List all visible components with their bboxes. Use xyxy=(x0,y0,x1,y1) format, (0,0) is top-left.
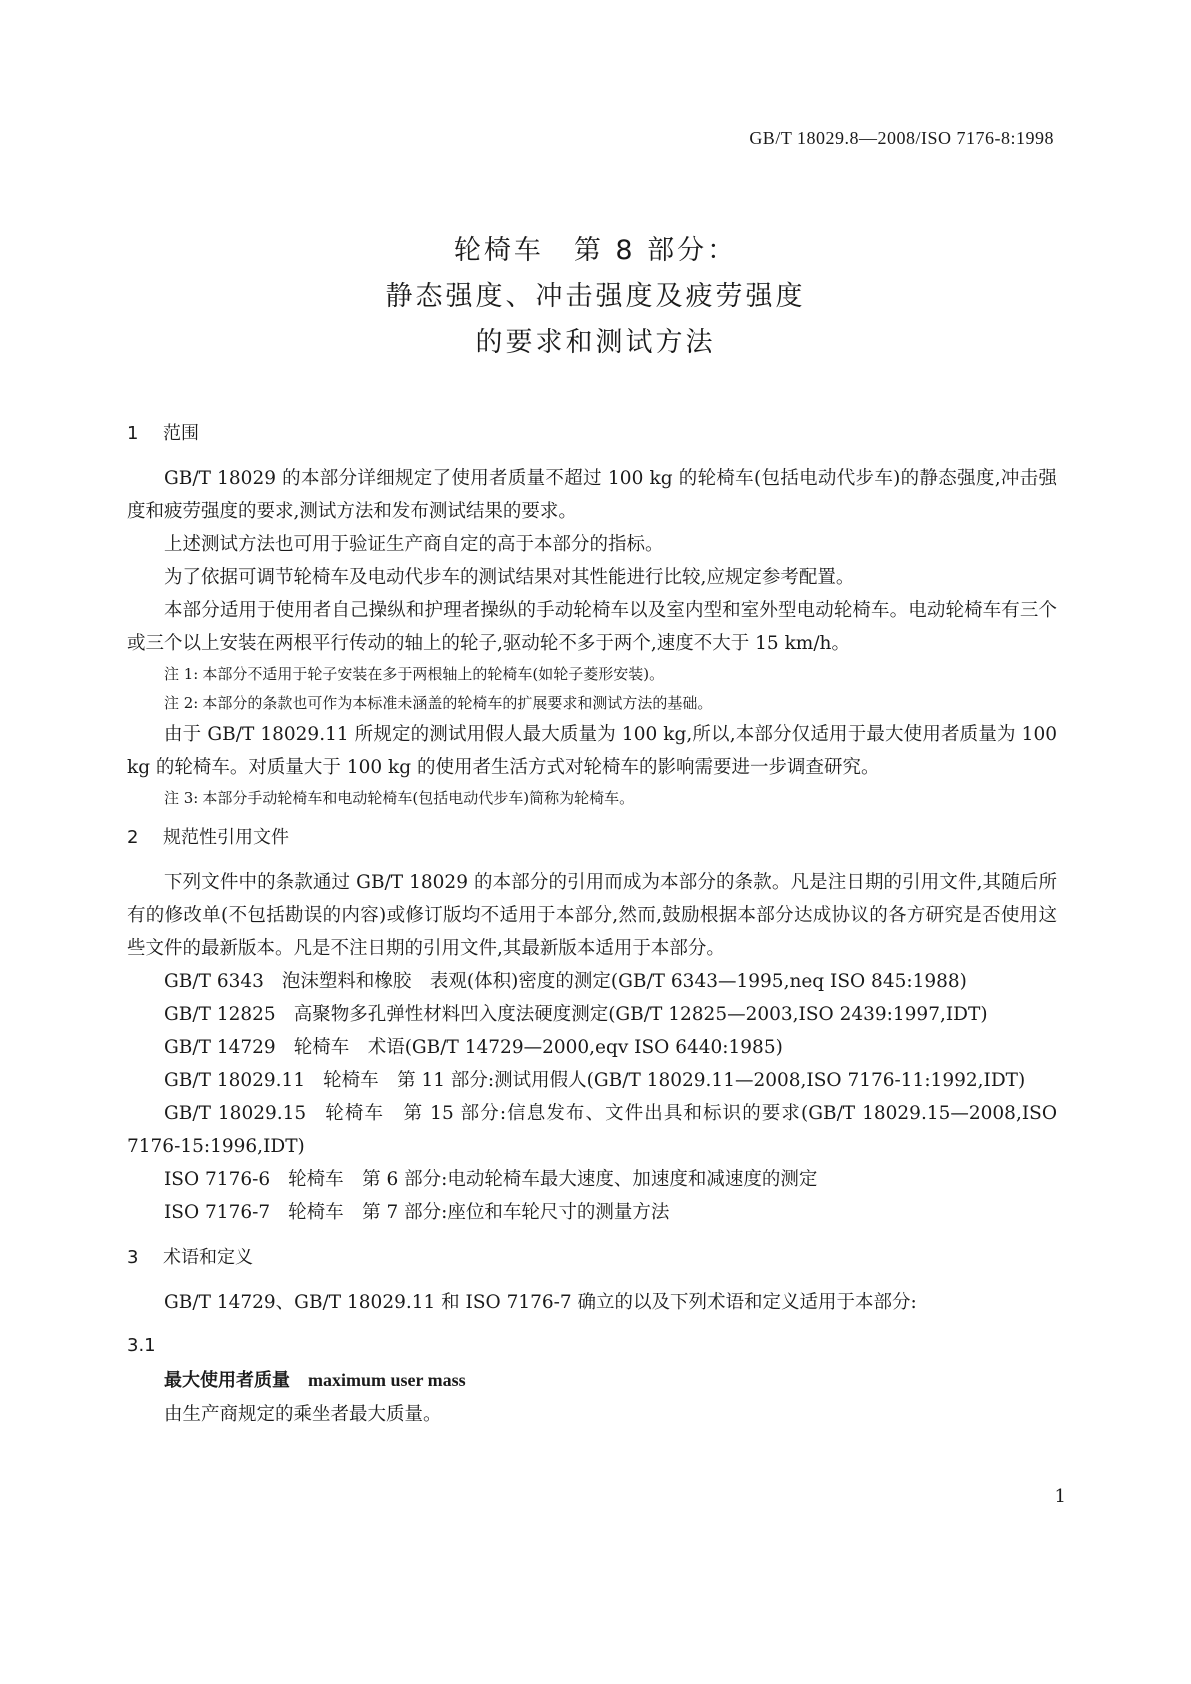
paragraph: 为了依据可调节轮椅车及电动代步车的测试结果对其性能进行比较,应规定参考配置。 xyxy=(164,567,855,588)
document-title xyxy=(0,228,1191,366)
note-3 xyxy=(127,784,1057,813)
document-body xyxy=(127,417,1057,1432)
reference-text: 泡沫塑料和橡胶 表观(体积)密度的测定(GB/T 6343—1995,neq ISO 845:1988) xyxy=(281,971,967,992)
note-label: 注 2: xyxy=(164,694,199,712)
paragraph: 本部分适用于使用者自己操纵和护理者操纵的手动轮椅车以及室内型和室外型电动轮椅车。电动轮椅车有三个或三个以上安装在两根平行传动的轴上的轮子,驱动轮不多于两个,速度不大于 15 km/h。 xyxy=(127,600,1057,654)
reference-code: GB/T 12825 xyxy=(164,1004,276,1025)
section-number: 3 xyxy=(127,1247,139,1268)
reference-code: ISO 7176-6 xyxy=(164,1169,271,1190)
note-1 xyxy=(127,660,1057,689)
term-zh: 最大使用者质量 xyxy=(164,1370,290,1391)
reference-text: 轮椅车 第 11 部分:测试用假人(GB/T 18029.11—2008,ISO 7176-11:1992,IDT) xyxy=(323,1070,1026,1091)
term-definition: 由生产商规定的乘坐者最大质量。 xyxy=(164,1404,442,1425)
reference-text: 轮椅车 术语(GB/T 14729—2000,eqv ISO 6440:1985) xyxy=(293,1037,783,1058)
title-line-2: 静态强度、冲击强度及疲劳强度 xyxy=(385,281,806,312)
page-number: 1 xyxy=(1054,1486,1066,1507)
reference-text: 轮椅车 第 6 部分:电动轮椅车最大速度、加速度和减速度的测定 xyxy=(288,1169,818,1190)
reference-text: 轮椅车 第 7 部分:座位和车轮尺寸的测量方法 xyxy=(288,1202,670,1223)
title-line-3: 的要求和测试方法 xyxy=(475,327,716,358)
term-number: 3.1 xyxy=(127,1335,156,1356)
reference-item xyxy=(127,965,1057,998)
section-heading-normative-references xyxy=(127,821,1057,855)
reference-code: GB/T 6343 xyxy=(164,971,264,992)
note-2 xyxy=(127,689,1057,718)
section-number: 2 xyxy=(127,827,139,848)
note-label: 注 1: xyxy=(164,665,199,683)
reference-item xyxy=(127,1196,1057,1229)
note-text: 本部分不适用于轮子安装在多于两根轴上的轮椅车(如轮子菱形安装)。 xyxy=(202,665,665,683)
reference-code: GB/T 18029.11 xyxy=(164,1070,306,1091)
reference-code: GB/T 18029.15 xyxy=(164,1103,307,1124)
reference-item xyxy=(127,1163,1057,1196)
reference-text: 轮椅车 第 15 部分:信息发布、文件出具和标识的要求(GB/T 18029.15—2008,ISO 7176-15:1996,IDT) xyxy=(127,1103,1057,1157)
reference-item xyxy=(127,1031,1057,1064)
reference-code: ISO 7176-7 xyxy=(164,1202,271,1223)
paragraph: 由于 GB/T 18029.11 所规定的测试用假人最大质量为 100 kg,所以,本部分仅适用于最大使用者质量为 100 kg 的轮椅车。对质量大于 100 kg 的使用者生活方式对轮椅车的影响需要进一步调查研究。 xyxy=(127,724,1057,778)
section-number: 1 xyxy=(127,423,139,444)
note-label: 注 3: xyxy=(164,789,199,807)
reference-item xyxy=(127,1097,1057,1163)
paragraph: 下列文件中的条款通过 GB/T 18029 的本部分的引用而成为本部分的条款。凡是注日期的引用文件,其随后所有的修改单(不包括勘误的内容)或修订版均不适用于本部分,然而,鼓励根据本部分达成协议的各方研究是否使用这些文件的最新版本。凡是不注日期的引用文件,其最新版本适用于本部分。 xyxy=(127,872,1057,959)
standard-code: GB/T 18029.8—2008/ISO 7176-8:1998 xyxy=(749,128,1054,148)
paragraph: GB/T 14729、GB/T 18029.11 和 ISO 7176-7 确立的以及下列术语和定义适用于本部分: xyxy=(164,1292,917,1313)
section-title: 范围 xyxy=(163,423,199,444)
section-title: 术语和定义 xyxy=(163,1247,253,1268)
section-heading-scope xyxy=(127,417,1057,451)
paragraph: GB/T 18029 的本部分详细规定了使用者质量不超过 100 kg 的轮椅车(包括电动代步车)的静态强度,冲击强度和疲劳强度的要求,测试方法和发布测试结果的要求。 xyxy=(127,468,1057,522)
note-text: 本部分的条款也可作为本标准未涵盖的轮椅车的扩展要求和测试方法的基础。 xyxy=(202,694,713,712)
note-text: 本部分手动轮椅车和电动轮椅车(包括电动代步车)简称为轮椅车。 xyxy=(202,789,635,807)
title-line-1: 轮椅车 第 8 部分： xyxy=(453,235,738,266)
reference-code: GB/T 14729 xyxy=(164,1037,276,1058)
reference-item xyxy=(127,1064,1057,1097)
reference-item xyxy=(127,998,1057,1031)
section-title: 规范性引用文件 xyxy=(163,827,289,848)
term-en: maximum user mass xyxy=(308,1370,466,1390)
section-heading-terms xyxy=(127,1241,1057,1275)
paragraph: 上述测试方法也可用于验证生产商自定的高于本部分的指标。 xyxy=(164,534,664,555)
reference-text: 高聚物多孔弹性材料凹入度法硬度测定(GB/T 12825—2003,ISO 2439:1997,IDT) xyxy=(293,1004,988,1025)
term-heading xyxy=(127,1363,1057,1398)
